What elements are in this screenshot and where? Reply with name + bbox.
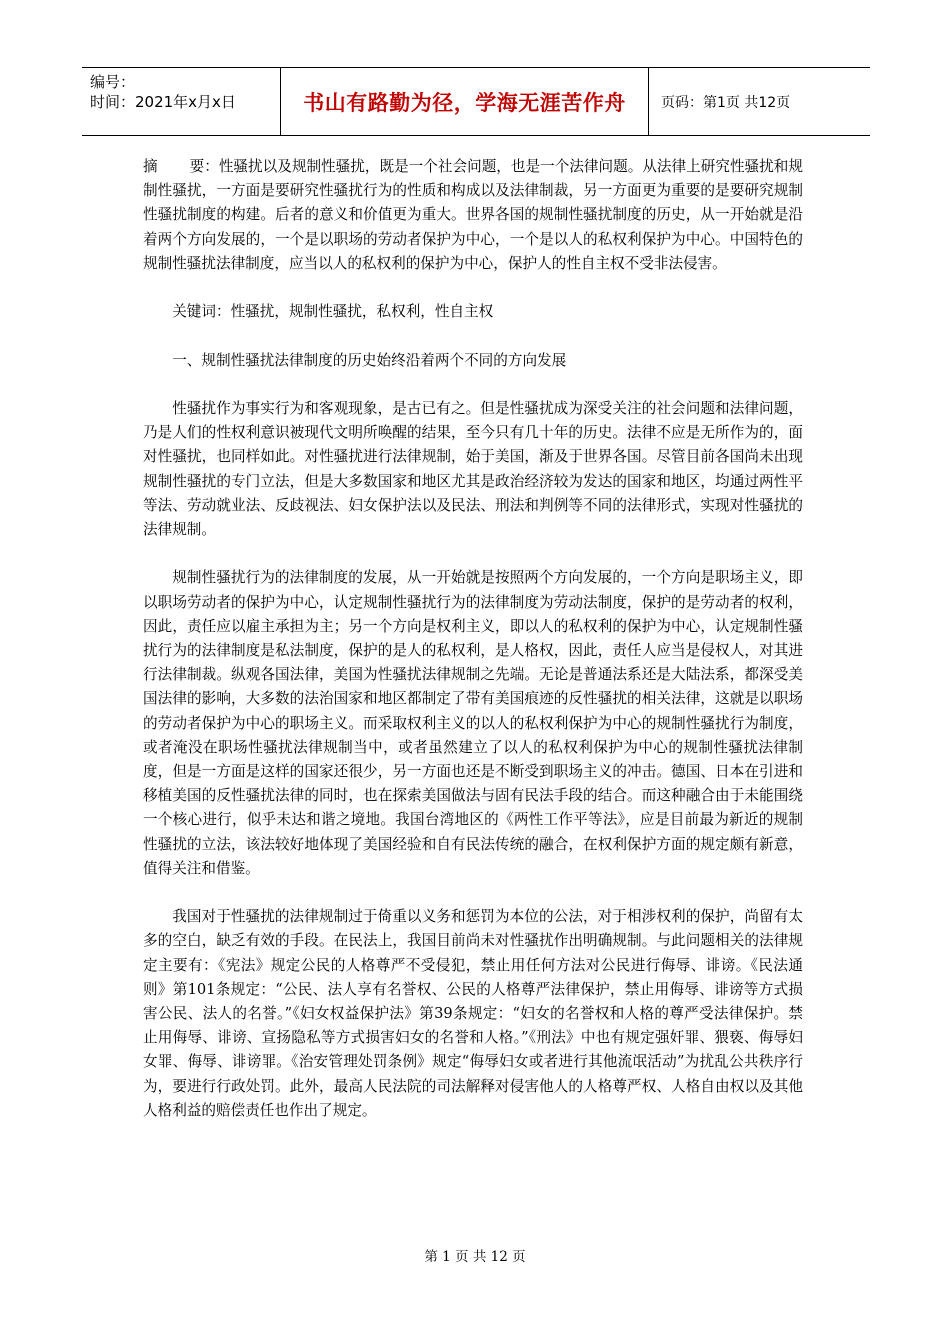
header-motto: 书山有路勤为径，学海无涯苦作舟 — [281, 68, 649, 135]
abstract-text: 性骚扰以及规制性骚扰，既是一个社会问题，也是一个法律问题。从法律上研究性骚扰和规制性骚扰，一方面是要研究性骚扰行为的性质和构成以及法律制裁，另一方面更为重要的是要研究规制性骚扰制度的构建。后者的意义和价值更为重大。世界各国的规制性骚扰制度的历史，从一开始就是沿着两个方向发展的，一个是以职场的劳动者保护为中心，一个是以人的私权利保护为中心。中国特色的规制性骚扰法律制度，应当以人的私权利的保护为中心，保护人的性自主权不受非法侵害。 — [143, 158, 803, 272]
abstract-label-a: 摘 — [143, 158, 158, 175]
page-footer: 第 1 页 共 12 页 — [424, 1249, 526, 1265]
body-paragraph: 规制性骚扰行为的法律制度的发展，从一开始就是按照两个方向发展的，一个方向是职场主义，即以职场劳动者的保护为中心，认定规制性骚扰行为的法律制度为劳动法制度，保护的是劳动者的权利，因此，责任应以雇主承担为主；另一个方向是权利主义，即以人的私权利的保护为中心，认定规制性骚扰行为的法律制度是私法制度，保护的是人的私权利，是人格权，因此，责任人应当是侵权人，对其进行法律制裁。纵观各国法律，美国为性骚扰法律规制之先端。无论是普通法系还是大陆法系，都深受美国法律的影响，大多数的法治国家和地区都制定了带有美国痕迹的反性骚扰的相关法律，这就是以职场的劳动者保护为中心的职场主义。而采取权利主义的以人的私权利保护为中心的规制性骚扰行为制度，或者淹没在职场性骚扰法律规制当中，或者虽然建立了以人的私权利保护为中心的规制性骚扰法律制度，但是一方面是这样的国家还很少，另一方面也还是不断受到职场主义的冲击。德国、日本在引进和移植美国的反性骚扰法律的同时，也在探索美国做法与固有民法手段的结合。而这种融合由于未能围绕一个核心进行，似乎未达和谐之境地。我国台湾地区的《两性工作平等法》，应是目前最为新近的规制性骚扰的立法，该法较好地体现了美国经验和自有民法传统的融合，在权利保护方面的规定颇有新意，值得关注和借鉴。 — [143, 569, 803, 877]
abstract-label-b: 要： — [189, 158, 219, 175]
document-number: 编号： — [90, 73, 136, 91]
body-paragraph: 我国对于性骚扰的法律规制过于倚重以义务和惩罚为本位的公法，对于相涉权利的保护，尚留有太多的空白，缺乏有效的手段。在民法上，我国目前尚未对性骚扰作出明确规制。与此问题相关的法律规定主要有：《宪法》规定公民的人格尊严不受侵犯，禁止用任何方法对公民进行侮辱、诽谤。《民法通则》第101条规定：“公民、法人享有名誉权、公民的人格尊严法律保护，禁止用侮辱、诽谤等方式损害公民、法人的名誉。”《妇女权益保护法》第39条规定：“妇女的名誉权和人格的尊严受法律保护。禁止用侮辱、诽谤、宣扬隐私等方式损害妇女的名誉和人格。”《刑法》中也有规定强奸罪、猥亵、侮辱妇女罪、侮辱、诽谤罪。《治安管理处罚条例》规定“侮辱妇女或者进行其他流氓活动”为扰乱公共秩序行为，要进行行政处罚。此外，最高人民法院的司法解释对侵害他人的人格尊严权、人格自由权以及其他人格利益的赔偿责任也作出了规定。 — [143, 908, 803, 1119]
body-paragraph: 性骚扰作为事实行为和客观现象，是古已有之。但是性骚扰成为深受关注的社会问题和法律问题，乃是人们的性权利意识被现代文明所唤醒的结果，至今只有几十年的历史。法律不应是无所作为的，面对性骚扰，也同样如此。对性骚扰进行法律规制，始于美国，渐及于世界各国。尽管目前各国尚未出现规制性骚扰的专门立法，但是大多数国家和地区尤其是政治经济较为发达的国家和地区，均通过两性平等法、劳动就业法、反歧视法、妇女保护法以及民法、刑法和判例等不同的法律形式，实现对性骚扰的法律规制。 — [143, 399, 803, 538]
abstract — [143, 155, 803, 276]
document-date: 时间：2021年x月x日 — [90, 93, 236, 111]
document-body — [143, 155, 803, 1123]
document-header — [82, 67, 870, 136]
header-page-code: 页码：第1页 共12页 — [661, 94, 791, 111]
keywords: 关键词：性骚扰，规制性骚扰，私权利，性自主权 — [172, 303, 494, 321]
section-title: 一、规制性骚扰法律制度的历史始终沿着两个不同的方向发展 — [172, 351, 567, 369]
header-meta — [82, 68, 281, 135]
